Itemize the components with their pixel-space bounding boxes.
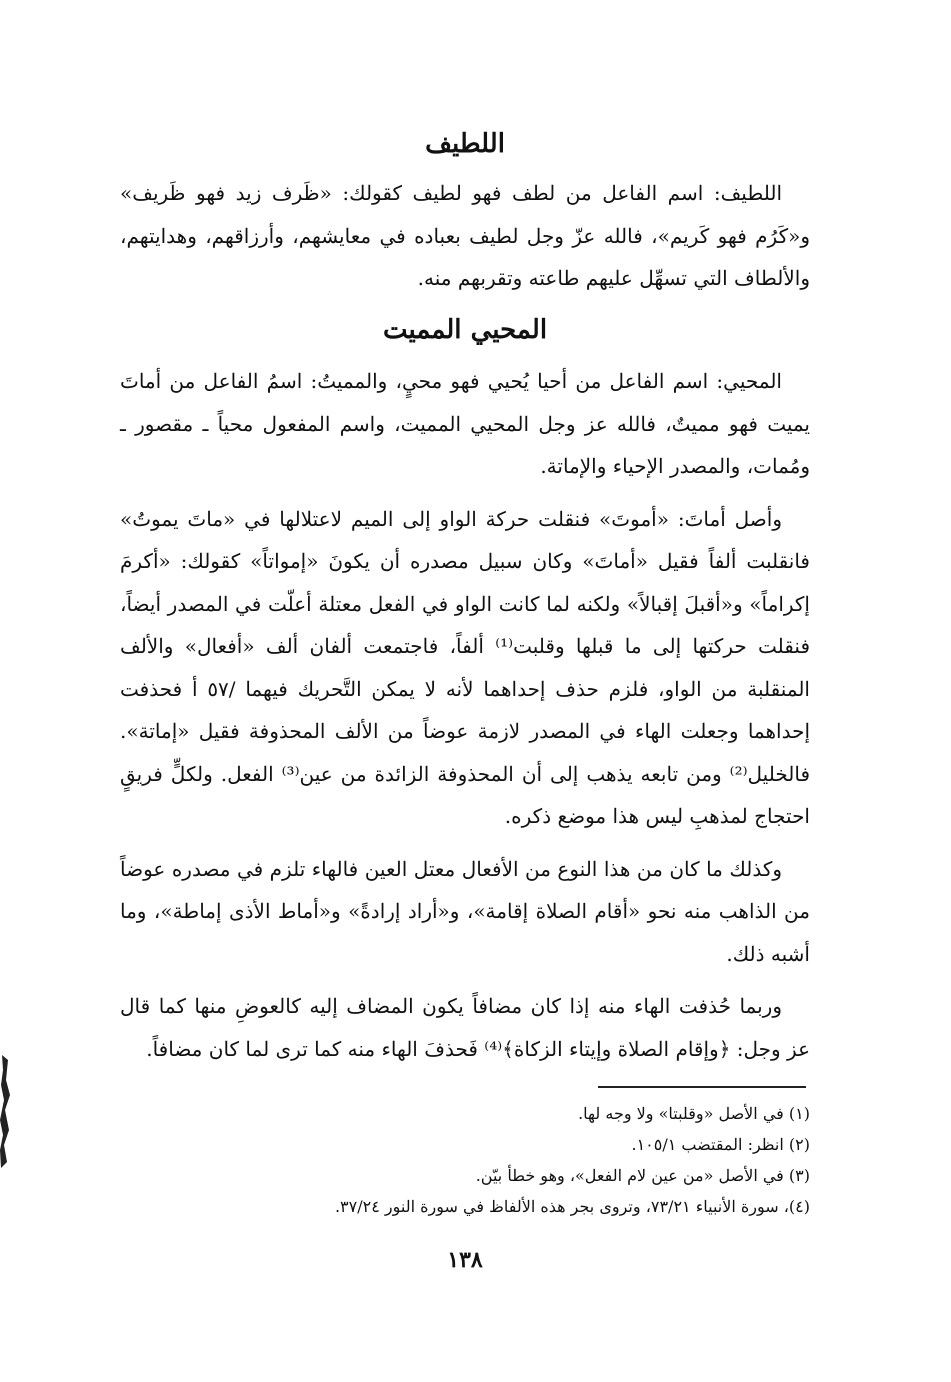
footnote-item: (٤)، سورة الأنبياء ٧٣/٢١، وتروى بجر هذه الألفاظ في سورة النور ٣٧/٢٤. (334, 1197, 810, 1216)
page-number: ١٣٨ (447, 1247, 483, 1273)
footnote-item: (٣) في الأصل «من عين لام الفعل»، وهو خطأ بيّن. (475, 1166, 810, 1185)
paragraph: اللطيف: اسم الفاعل من لطف فهو لطيف كقولك: «ظَرف زيد فهو ظَريف» و«كَرُم فهو كَريم»، فالله عزّ وجل لطيف بعباده في معايشهم، وأرزاقهم، وهدايتهم، والألطاف التي تسهِّل عليهم طاعته وتقربهم منه. (120, 181, 810, 290)
scan-artifact (0, 1050, 12, 1170)
section-body-latif (120, 172, 810, 300)
section-heading-latif: اللطيف (425, 129, 505, 159)
paragraph: المحيي: اسم الفاعل من أحيا يُحيي فهو محيٍ، والمميتُ: اسمُ الفاعل من أماتَ يميت فهو مميتٌ، فالله عز وجل المحيي المميت، واسم المفعول محياً ـ مقصور ـ ومُمات، والمصدر الإحياء والإماتة. (120, 369, 810, 478)
footnote-divider (598, 1086, 806, 1088)
section-body-muhyi-mumit (120, 360, 810, 1070)
section-heading-muhyi-mumit: المحيي المميت (382, 315, 548, 345)
paragraph: وأصل أماتَ: «أموتَ» فنقلت حركة الواو إلى الميم لاعتلالها في «ماتَ يموتُ» فانقلبت ألفاً فقيل «أماتَ» وكان سبيل مصدره أن يكونَ «إمواتاً» كقولك: «أكرمَ إكراماً» و«أقبلَ إقبالاً» ولكنه لما كانت الواو في الفعل معتلة أعلّت في المصدر أيضاً، فنقلت حركتها إلى ما قبلها وقلبت⁽¹⁾ ألفاً، فاجتمعت ألفان ألف «أفعال» والألف المنقلبة من الواو، فلزم حذف إحداهما لأنه لا يمكن التَّحريك فيهما /٥٧ أ فحذفت إحداهما وجعلت الهاء في المصدر لازمة عوضاً من الألف المحذوفة فقيل «إماتة». فالخليل⁽²⁾ ومن تابعه يذهب إلى أن المحذوفة الزائدة من عين⁽³⁾ الفعل. ولكلٍّ فريقٍ احتجاج لمذهبِ ليس هذا موضع ذكره. (120, 506, 811, 828)
paragraph: وكذلك ما كان من هذا النوع من الأفعال معتل العين فالهاء تلزم في مصدره عوضاً من الذاهب منه نحو «أقام الصلاة إقامة»، و«أراد إرادةً» و«أماط الأذى إماطة»، وما أشبه ذلك. (120, 856, 810, 966)
paragraph: وربما حُذفت الهاء منه إذا كان مضافاً يكون المضاف إليه كالعوضِ منها كما قال عز وجل: ﴿وإقام الصلاة وإيتاء الزكاة﴾⁽⁴⁾ فَحذفَ الهاء منه كما ترى لما كان مضافاً. (120, 994, 810, 1061)
footnote-item: (١) في الأصل «وقلبتا» ولا وجه لها. (578, 1104, 810, 1123)
footnotes (120, 1098, 810, 1222)
footnote-item: (٢) انظر: المقتضب ١٠٥/١. (631, 1135, 810, 1154)
